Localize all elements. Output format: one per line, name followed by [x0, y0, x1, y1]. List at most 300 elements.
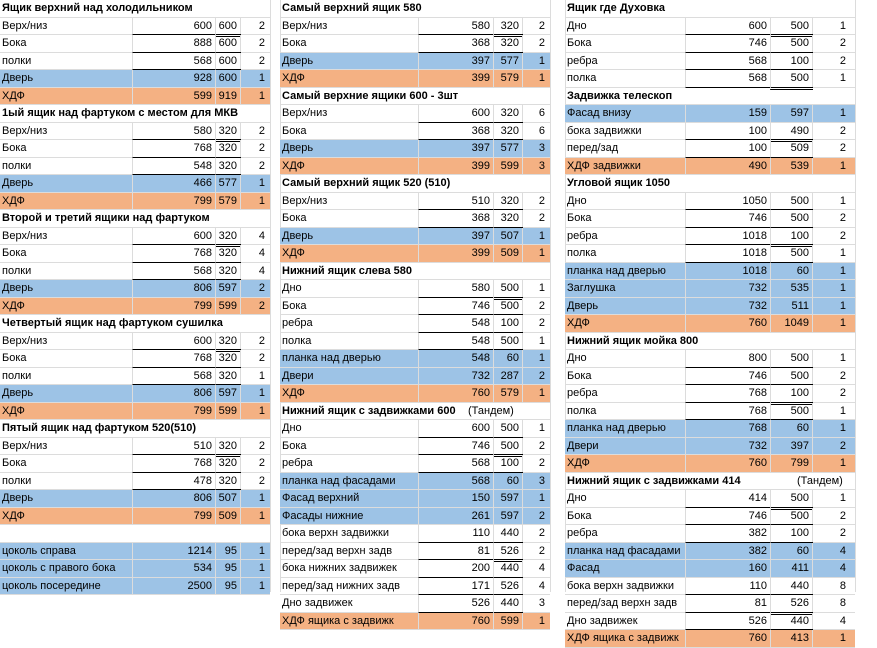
length-cell: 368 — [418, 123, 494, 141]
width-cell: 509 — [215, 508, 241, 525]
table-row — [280, 35, 550, 53]
length-cell: 760 — [685, 455, 771, 472]
length-cell: 580 — [418, 280, 494, 298]
quantity-cell: 2 — [240, 455, 269, 472]
table-row — [280, 280, 550, 298]
table-row — [280, 315, 550, 333]
row-label: перед/зад — [567, 142, 619, 154]
quantity-cell: 1 — [240, 175, 269, 192]
table-row — [0, 228, 270, 246]
length-cell: 110 — [418, 525, 494, 543]
length-cell: 548 — [132, 158, 216, 176]
section-title: Нижний ящик с задвижками 600 — [282, 404, 456, 417]
section-title: Второй и третий ящики над фартуком — [2, 212, 210, 224]
row-label: ХДФ — [567, 457, 590, 469]
length-cell: 397 — [418, 228, 494, 245]
table-row — [0, 560, 270, 578]
row-label: ХДФ — [282, 387, 305, 399]
length-cell: 1018 — [685, 245, 771, 263]
length-cell: 526 — [418, 595, 494, 613]
table-row — [0, 298, 270, 316]
quantity-cell: 2 — [812, 368, 850, 385]
width-cell: 500 — [493, 333, 523, 353]
width-cell: 100 — [770, 525, 813, 543]
width-cell: 600 — [215, 35, 241, 53]
table-row — [0, 263, 270, 281]
width-cell: 539 — [770, 158, 813, 175]
width-cell: 440 — [770, 578, 813, 596]
length-cell: 746 — [418, 438, 494, 456]
table-row — [565, 18, 855, 36]
table-row — [565, 525, 855, 543]
quantity-cell: 1 — [522, 613, 549, 630]
width-cell: 320 — [215, 438, 241, 458]
length-cell: 510 — [418, 193, 494, 211]
length-cell: 478 — [132, 473, 216, 491]
table-row — [565, 263, 855, 281]
section-header — [565, 175, 855, 193]
row-label: полки — [2, 54, 32, 67]
length-cell: 568 — [685, 70, 771, 88]
sheet-column-1 — [0, 0, 270, 595]
row-label: Бока — [2, 37, 27, 49]
quantity-cell: 1 — [240, 490, 269, 507]
section-header — [565, 333, 855, 351]
row-label: Бока — [567, 369, 592, 382]
quantity-cell: 4 — [812, 560, 850, 577]
width-cell: 919 — [215, 88, 241, 105]
table-row — [565, 123, 855, 141]
length-cell: 600 — [132, 228, 216, 246]
quantity-cell: 1 — [240, 560, 269, 577]
quantity-cell: 4 — [522, 578, 549, 595]
sheet-column-2 — [280, 0, 550, 630]
table-row — [280, 18, 550, 36]
length-cell: 806 — [132, 385, 216, 402]
table-row — [565, 280, 855, 298]
row-label: Верх/низ — [282, 194, 328, 207]
width-cell: 490 — [770, 123, 813, 143]
quantity-cell: 2 — [812, 508, 850, 525]
quantity-cell: 3 — [522, 595, 549, 612]
table-row — [565, 630, 855, 648]
width-cell: 320 — [493, 105, 523, 123]
width-cell: 320 — [493, 18, 523, 38]
row-label: бока верхн задвижки — [567, 579, 674, 592]
section-title: Ящик где Духовка — [567, 2, 666, 14]
row-label: Бока — [282, 124, 307, 137]
row-label: Дверь — [2, 492, 34, 504]
width-cell: 95 — [215, 578, 241, 595]
quantity-cell: 2 — [240, 123, 269, 140]
row-label: Верх/низ — [282, 19, 328, 32]
width-cell: 597 — [215, 280, 241, 297]
table-row — [280, 193, 550, 211]
table-row — [280, 123, 550, 141]
width-cell: 599 — [215, 298, 241, 315]
quantity-cell: 4 — [812, 543, 850, 560]
table-row — [280, 385, 550, 403]
length-cell: 928 — [132, 70, 216, 87]
quantity-cell: 2 — [812, 140, 850, 157]
quantity-cell: 2 — [812, 35, 850, 52]
row-label: полки — [2, 264, 32, 277]
row-label: ХДФ задвижки — [567, 159, 641, 172]
length-cell: 159 — [685, 105, 771, 122]
width-cell: 535 — [770, 280, 813, 297]
quantity-cell: 4 — [240, 245, 269, 262]
table-row — [0, 18, 270, 36]
width-cell: 411 — [770, 560, 813, 577]
width-cell: 579 — [493, 385, 523, 402]
length-cell: 200 — [418, 560, 494, 578]
length-cell: 1050 — [685, 193, 771, 211]
table-row — [565, 490, 855, 508]
quantity-cell: 2 — [812, 53, 850, 70]
width-cell: 500 — [770, 18, 813, 38]
quantity-cell: 2 — [240, 280, 269, 297]
quantity-cell: 1 — [812, 245, 850, 262]
quantity-cell: 2 — [240, 350, 269, 367]
length-cell: 732 — [685, 438, 771, 455]
table-row — [565, 228, 855, 246]
length-cell: 799 — [132, 403, 216, 420]
table-row — [0, 385, 270, 403]
table-row — [565, 420, 855, 438]
row-label: Бока — [2, 457, 27, 469]
length-cell: 600 — [418, 420, 494, 438]
quantity-cell: 1 — [522, 53, 549, 70]
length-cell: 768 — [685, 385, 771, 403]
row-label: цоколь справа — [2, 544, 76, 557]
row-label: перед/зад верхн задв — [567, 597, 678, 609]
section-header — [0, 0, 270, 18]
width-cell: 320 — [215, 123, 241, 143]
table-row — [280, 158, 550, 176]
section-title: Нижний ящик мойка 800 — [567, 334, 699, 347]
width-cell: 100 — [770, 385, 813, 405]
table-row — [280, 333, 550, 351]
row-label: ХДФ ящика с задвижк — [567, 632, 679, 644]
length-cell: 548 — [418, 350, 494, 367]
table-row — [280, 508, 550, 526]
quantity-cell: 2 — [240, 333, 269, 350]
length-cell: 600 — [418, 105, 494, 123]
table-row — [565, 438, 855, 456]
width-cell: 526 — [770, 595, 813, 615]
width-cell: 1049 — [770, 315, 813, 332]
table-row — [565, 245, 855, 263]
row-label: ребра — [282, 317, 313, 329]
length-cell: 399 — [418, 158, 494, 175]
quantity-cell: 1 — [812, 70, 850, 87]
quantity-cell: 1 — [812, 490, 850, 507]
table-row — [280, 438, 550, 456]
table-row — [280, 70, 550, 88]
row-label: Верх/низ — [2, 334, 48, 347]
quantity-cell: 2 — [522, 455, 549, 472]
quantity-cell: 8 — [812, 578, 850, 595]
quantity-cell: 3 — [522, 473, 549, 490]
table-row — [565, 158, 855, 176]
row-label: Бока — [567, 509, 592, 522]
width-cell: 500 — [493, 438, 523, 458]
row-label: Фасад внизу — [567, 107, 632, 119]
row-label: ХДФ — [2, 509, 25, 522]
width-cell: 579 — [493, 70, 523, 87]
length-cell: 81 — [418, 543, 494, 561]
row-label: полка — [567, 72, 597, 84]
table-row — [0, 53, 270, 71]
row-label: ХДФ — [2, 299, 25, 312]
width-cell: 577 — [215, 175, 241, 192]
table-row — [280, 595, 550, 613]
length-cell: 399 — [418, 245, 494, 262]
length-cell: 2500 — [132, 578, 216, 595]
row-label: бока верхн задвижки — [282, 527, 389, 539]
table-row — [565, 193, 855, 211]
width-cell: 600 — [215, 70, 241, 87]
length-cell: 548 — [418, 333, 494, 351]
length-cell: 261 — [418, 508, 494, 525]
quantity-cell: 2 — [240, 298, 269, 315]
width-cell: 799 — [770, 455, 813, 472]
width-cell: 60 — [770, 263, 813, 280]
table-row — [0, 123, 270, 141]
row-label: Заглушка — [567, 282, 616, 294]
table-row — [280, 105, 550, 123]
quantity-cell: 1 — [522, 333, 549, 350]
width-cell: 500 — [770, 193, 813, 211]
length-cell: 548 — [418, 315, 494, 333]
row-label: ХДФ — [2, 89, 25, 102]
quantity-cell: 2 — [240, 140, 269, 157]
row-label: Верх/низ — [2, 439, 48, 452]
table-row — [280, 350, 550, 368]
length-cell: 600 — [132, 333, 216, 351]
width-cell: 577 — [493, 140, 523, 157]
length-cell: 1018 — [685, 228, 771, 246]
length-cell: 534 — [132, 560, 216, 577]
row-label: Верх/низ — [282, 107, 328, 119]
row-label: планка над дверью — [567, 422, 666, 434]
width-cell: 320 — [215, 263, 241, 281]
section-header — [565, 0, 855, 18]
table-row — [565, 53, 855, 71]
row-label: Дно — [567, 492, 587, 504]
quantity-cell: 3 — [522, 140, 549, 157]
section-title: Нижний ящик с задвижками 414 — [567, 474, 741, 487]
quantity-cell: 2 — [522, 543, 549, 560]
table-row — [280, 420, 550, 438]
quantity-cell: 6 — [522, 105, 549, 122]
quantity-cell: 1 — [240, 578, 269, 595]
width-cell: 500 — [770, 210, 813, 228]
row-label: ХДФ — [2, 404, 25, 417]
length-cell: 888 — [132, 35, 216, 53]
quantity-cell: 1 — [522, 245, 549, 262]
quantity-cell: 2 — [240, 158, 269, 175]
section-header — [0, 210, 270, 228]
width-cell: 60 — [770, 420, 813, 437]
length-cell: 768 — [132, 245, 216, 263]
table-row — [0, 158, 270, 176]
length-cell: 760 — [418, 385, 494, 402]
length-cell: 806 — [132, 280, 216, 297]
section-title: Нижний ящик слева 580 — [282, 264, 412, 277]
table-row — [565, 298, 855, 316]
table-row — [0, 88, 270, 106]
width-cell: 60 — [770, 543, 813, 560]
table-row — [565, 543, 855, 561]
sheet-column-3 — [565, 0, 855, 648]
width-cell: 597 — [493, 490, 523, 507]
row-label: Бока — [2, 247, 27, 259]
width-cell: 500 — [770, 245, 813, 263]
row-label: Дверь — [2, 387, 34, 399]
table-row — [565, 508, 855, 526]
quantity-cell: 2 — [240, 473, 269, 490]
width-cell: 500 — [770, 403, 813, 421]
quantity-cell: 1 — [812, 455, 850, 472]
row-label: ребра — [567, 387, 598, 399]
table-row — [565, 140, 855, 158]
table-row — [565, 368, 855, 386]
table-row — [565, 595, 855, 613]
row-label: ХДФ ящика с задвижк — [282, 614, 394, 627]
width-cell: 500 — [493, 298, 523, 316]
row-label: планка над фасадами — [567, 544, 681, 557]
table-row — [280, 245, 550, 263]
width-cell: 60 — [493, 473, 523, 490]
width-cell: 100 — [770, 53, 813, 71]
row-label: ребра — [282, 457, 313, 469]
quantity-cell: 2 — [522, 298, 549, 315]
row-label: Фасад — [567, 562, 600, 574]
mechanism-note: (Тандем) — [797, 474, 843, 487]
table-row — [280, 228, 550, 246]
width-cell: 526 — [493, 543, 523, 563]
quantity-cell: 1 — [522, 350, 549, 367]
quantity-cell: 1 — [812, 280, 850, 297]
length-cell: 746 — [685, 368, 771, 386]
width-cell: 440 — [493, 560, 523, 578]
quantity-cell: 1 — [812, 350, 850, 367]
width-cell: 320 — [493, 35, 523, 53]
quantity-cell: 2 — [522, 315, 549, 332]
width-cell: 100 — [493, 315, 523, 333]
length-cell: 160 — [685, 560, 771, 577]
row-label: ХДФ — [567, 317, 590, 329]
length-cell: 746 — [685, 210, 771, 228]
width-cell: 500 — [493, 280, 523, 300]
length-cell: 600 — [132, 18, 216, 36]
row-label: ХДФ — [282, 159, 305, 172]
length-cell: 599 — [132, 88, 216, 105]
row-label: цоколь посередине — [2, 579, 101, 592]
table-row — [0, 438, 270, 456]
table-row — [280, 140, 550, 158]
row-label: ХДФ — [2, 194, 25, 207]
row-label: ХДФ — [282, 72, 305, 84]
quantity-cell: 1 — [240, 70, 269, 87]
table-row — [565, 105, 855, 123]
row-label: полки — [2, 474, 32, 487]
quantity-cell: 1 — [240, 88, 269, 105]
length-cell: 382 — [685, 543, 771, 560]
length-cell: 397 — [418, 140, 494, 157]
table-row — [565, 385, 855, 403]
quantity-cell: 1 — [240, 368, 269, 385]
length-cell: 732 — [685, 298, 771, 315]
quantity-cell: 2 — [522, 525, 549, 542]
length-cell: 746 — [685, 508, 771, 526]
row-label: полка — [567, 247, 597, 259]
length-cell: 568 — [685, 53, 771, 71]
row-label: Фасад верхний — [282, 492, 360, 504]
length-cell: 746 — [418, 298, 494, 316]
length-cell: 397 — [418, 53, 494, 70]
section-title: Самый верхний ящик 580 — [282, 2, 422, 14]
section-title: 1ый ящик над фартуком с местом для МКВ — [2, 107, 239, 119]
width-cell: 500 — [770, 368, 813, 386]
width-cell: 500 — [770, 35, 813, 53]
row-label: ребра — [567, 54, 598, 67]
width-cell: 500 — [770, 350, 813, 368]
row-label: планка над фасадами — [282, 474, 396, 487]
length-cell: 526 — [685, 613, 771, 631]
width-cell: 597 — [770, 105, 813, 122]
table-row — [280, 490, 550, 508]
table-row — [0, 35, 270, 53]
row-label: перед/зад верхн задв — [282, 544, 393, 557]
row-label: Бока — [282, 212, 307, 224]
table-row — [0, 368, 270, 386]
width-cell: 500 — [770, 70, 813, 90]
quantity-cell: 1 — [240, 508, 269, 525]
table-row — [0, 403, 270, 421]
length-cell: 568 — [132, 53, 216, 71]
quantity-cell: 1 — [812, 193, 850, 210]
row-label: цоколь с правого бока — [2, 562, 116, 574]
grid-line — [270, 0, 271, 592]
quantity-cell: 2 — [522, 35, 549, 52]
section-header — [280, 88, 550, 106]
table-row — [280, 560, 550, 578]
section-title: Ящик верхний над холодильником — [2, 2, 193, 14]
table-row — [0, 333, 270, 351]
section-title: Самый верхний ящик 520 (510) — [282, 177, 451, 189]
table-row — [565, 560, 855, 578]
length-cell: 746 — [685, 35, 771, 53]
width-cell: 500 — [770, 508, 813, 526]
table-row — [280, 543, 550, 561]
quantity-cell: 1 — [812, 420, 850, 437]
quantity-cell: 6 — [522, 123, 549, 140]
quantity-cell: 2 — [812, 438, 850, 455]
length-cell: 768 — [685, 403, 771, 421]
width-cell: 320 — [215, 140, 241, 158]
quantity-cell: 1 — [522, 280, 549, 297]
width-cell: 413 — [770, 630, 813, 647]
width-cell: 597 — [215, 385, 241, 402]
table-row — [565, 315, 855, 333]
section-header — [0, 105, 270, 123]
row-label: Дно — [282, 422, 302, 434]
quantity-cell: 2 — [812, 210, 850, 227]
row-label: планка над дверью — [282, 352, 381, 364]
length-cell: 368 — [418, 35, 494, 53]
